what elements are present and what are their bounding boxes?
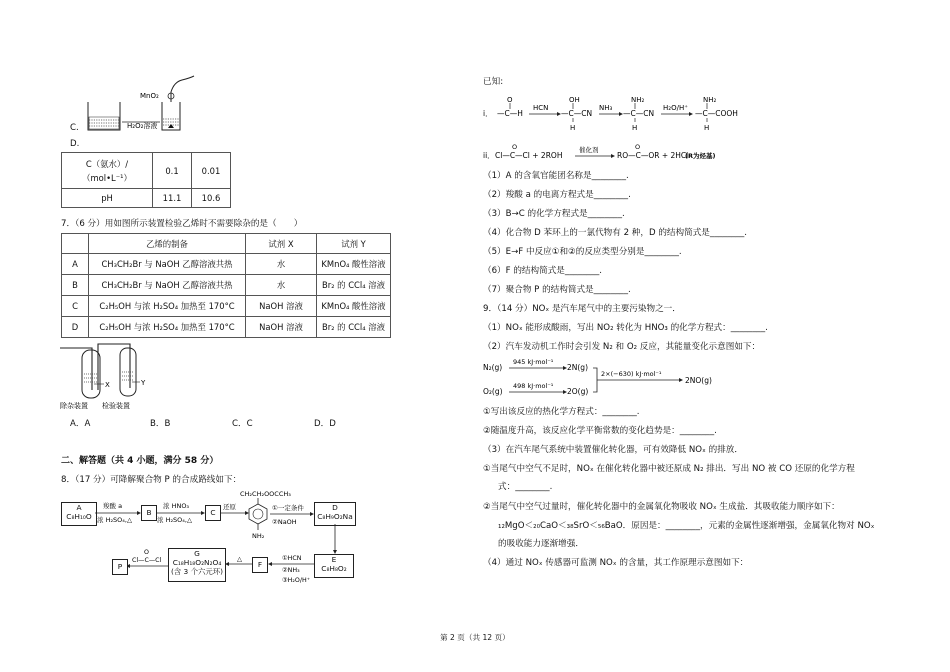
q9-2-2: ②随温度升高，该反应化学平衡常数的变化趋势是：________. (483, 426, 717, 436)
q6-option-d: D. (70, 139, 80, 149)
q9-part-2: （2）汽车发动机工作时会引发 N₂ 和 O₂ 反应，其能量变化示意图如下： (483, 342, 761, 352)
q7-option-c: C．C (232, 419, 253, 429)
q8-title: 8．（17 分）可降解聚合物 P 的合成路线如下： (61, 475, 242, 485)
svg-text:①HCN: ①HCN (282, 555, 302, 562)
known-reaction-ii (483, 140, 743, 164)
svg-text:OH: OH (569, 96, 580, 104)
svg-text:②NH₃: ②NH₃ (282, 567, 300, 574)
polymer-p-box: P (112, 559, 128, 575)
svg-text:浓 H₂SO₄,△: 浓 H₂SO₄,△ (157, 516, 192, 524)
q9-part-1: （1）NOₓ 能形成酸雨，写出 NO₂ 转化为 HNO₃ 的化学方程式：________. (483, 323, 768, 333)
svg-text:羧酸 a: 羧酸 a (103, 502, 123, 510)
table-cell: C₂H₅OH 与浓 H₂SO₄ 加热至 170°C (89, 317, 246, 338)
q8-sub-1: （1）A 的含氧官能团名称是________. (483, 171, 629, 181)
q9-3-2b: ₁₂MgO＜₂₀CaO＜₃₈SrO＜₅₆BaO．原因是：________，元素的金属性逐渐增强，金属氧化物对 NOₓ (498, 521, 875, 531)
test-caption: 检验装置 (102, 402, 130, 410)
q9-3-1b: 式：________. (498, 482, 553, 492)
table-cell: B (62, 275, 89, 296)
svg-text:O: O (507, 96, 513, 104)
header-cell: 试剂 X (246, 234, 317, 254)
beaker (88, 102, 120, 130)
q6-option-c: C. (70, 123, 79, 133)
section-title: 二、解答题（共 4 小题，满分 58 分） (61, 456, 219, 466)
svg-text:浓 HNO₃: 浓 HNO₃ (163, 502, 190, 510)
svg-text:Cl—C—Cl: Cl—C—Cl (132, 557, 162, 564)
header-cell: 试剂 Y (317, 234, 391, 254)
svg-text:H: H (632, 124, 638, 132)
q7-option-b: B．B (150, 419, 171, 429)
table-cell: 0.1 (153, 153, 192, 189)
svg-text:RO—C—OR + 2HCl: RO—C—OR + 2HCl (617, 151, 689, 160)
svg-text:2NO(g): 2NO(g) (685, 376, 712, 385)
svg-text:—C—COOH: —C—COOH (695, 109, 738, 118)
q7-apparatus (58, 340, 148, 410)
compound-d-box: D C₈H₉O₂Na (314, 502, 356, 526)
svg-text:H: H (570, 124, 576, 132)
q7-table (61, 233, 391, 338)
arrow-1 (95, 496, 141, 526)
q9-3-2c: 的吸收能力逐渐增强． (498, 539, 584, 549)
svg-text:—C—H: —C—H (497, 109, 523, 118)
table-cell: KMnO₄ 酸性溶液 (317, 254, 391, 275)
svg-text:498 kJ·mol⁻¹: 498 kJ·mol⁻¹ (513, 382, 554, 390)
table-cell: pH (62, 189, 153, 208)
svg-text:H: H (704, 124, 710, 132)
table-cell: C₂H₅OH 与浓 H₂SO₄ 加热至 170°C (89, 296, 246, 317)
q8-sub-7: （7）聚合物 P 的结构简式是________. (483, 285, 631, 295)
energy-diagram (483, 356, 743, 400)
arrow-7 (126, 548, 168, 574)
x-label: X (105, 381, 110, 389)
q9-title: 9．（14 分）NOₓ 是汽车尾气中的主要污染物之一． (483, 304, 681, 314)
compound-b-box: B (141, 505, 157, 521)
q8-sub-5: （5）E→F 中反应①和②的反应类型分别是________. (483, 247, 682, 257)
y-label: Y (141, 379, 146, 387)
svg-text:2×(−630) kJ·mol⁻¹: 2×(−630) kJ·mol⁻¹ (601, 370, 662, 378)
table-cell: C（氨水）/ （mol•L⁻¹） (62, 153, 153, 189)
q8-sub-2: （2）羧酸 a 的电离方程式是________. (483, 190, 631, 200)
known-label: 已知: (483, 77, 504, 87)
table-cell: Br₂ 的 CCl₄ 溶液 (317, 275, 391, 296)
table-cell: NaOH 溶液 (246, 296, 317, 317)
svg-text:O: O (512, 143, 518, 151)
table-cell: A (62, 254, 89, 275)
q9-part-3: （3）在汽车尾气系统中装置催化转化器，可有效降低 NOₓ 的排放． (483, 445, 743, 455)
svg-text:Cl—C—Cl + 2ROH: Cl—C—Cl + 2ROH (495, 151, 563, 160)
svg-text:N₂(g): N₂(g) (483, 363, 503, 372)
svg-text:i．: i． (483, 109, 493, 118)
arrow-2 (155, 496, 205, 526)
table-cell: C (62, 296, 89, 317)
q6-c-apparatus (70, 72, 210, 134)
svg-text:△: △ (237, 555, 242, 563)
svg-text:—C—CN: —C—CN (561, 109, 593, 118)
svg-text:NH₂: NH₂ (631, 96, 645, 104)
svg-text:H₂O/H⁺: H₂O/H⁺ (663, 104, 688, 112)
table-cell: NaOH 溶液 (246, 317, 317, 338)
svg-text:O: O (144, 549, 149, 556)
svg-text:O₂(g): O₂(g) (483, 387, 503, 396)
header-cell: 乙烯的制备 (89, 234, 246, 254)
table-cell: KMnO₄ 酸性溶液 (317, 296, 391, 317)
svg-text:2O(g): 2O(g) (567, 387, 589, 396)
q9-part-4: （4）通过 NOₓ 传感器可监测 NOₓ 的含量，其工作原理示意图如下： (483, 558, 749, 568)
svg-text:还原: 还原 (223, 503, 236, 511)
q9-3-2a: ②当尾气中空气过量时，催化转化器中的金属氧化物吸收 NOₓ 生成盐．其吸收能力顺序如下： (483, 502, 840, 512)
arrow-6 (225, 555, 252, 575)
svg-text:②NaOH: ②NaOH (272, 518, 297, 526)
benzene-ring (249, 504, 267, 524)
svg-text:2N(g): 2N(g) (567, 363, 588, 372)
arrow-d-e (325, 524, 345, 554)
arrow-5 (268, 550, 314, 584)
svg-text:—C—CN: —C—CN (623, 109, 655, 118)
compound-e-box: E C₈H₈O₂ (314, 554, 354, 578)
page-footer: 第 2 页（共 12 页） (440, 633, 510, 642)
table-cell: 0.01 (192, 153, 231, 189)
compound-f-box: F (252, 557, 268, 573)
known-reaction-i (483, 90, 783, 132)
table-cell: 水 (246, 254, 317, 275)
header-cell (62, 234, 89, 254)
svg-text:NH₂: NH₂ (703, 96, 717, 104)
q8-sub-3: （3）B→C 的化学方程式是________. (483, 209, 625, 219)
purify-caption: 除杂装置 (60, 402, 88, 410)
q8-sub-6: （6）F 的结构简式是________. (483, 266, 602, 276)
q9-2-1: ①写出该反应的热化学方程式：________. (483, 407, 640, 417)
q9-3-1a: ①当尾气中空气不足时，NOₓ 在催化转化器中被还原成 N₂ 排出．写出 NO 被 CO 还原的化学方程 (483, 464, 855, 474)
q7-title: 7．（6 分）用如图所示装置检验乙烯时不需要除杂的是（ ） (61, 219, 303, 229)
svg-text:(R为烃基): (R为烃基) (685, 152, 716, 160)
svg-text:①一定条件: ①一定条件 (272, 504, 304, 512)
arrow-4 (268, 500, 314, 530)
table-cell: 水 (246, 275, 317, 296)
reaction-beaker (162, 76, 194, 130)
q7-option-d: D．D (314, 419, 336, 429)
table-cell: Br₂ 的 CCl₄ 溶液 (317, 317, 391, 338)
svg-text:NH₂: NH₂ (252, 532, 265, 540)
svg-text:NH₃: NH₃ (599, 104, 613, 112)
mno2-label: MnO₂ (140, 92, 159, 100)
table-cell: 10.6 (192, 189, 231, 208)
svg-text:③H₂O/H⁺: ③H₂O/H⁺ (282, 577, 311, 584)
table-cell: D (62, 317, 89, 338)
svg-text:O: O (635, 143, 641, 151)
q7-option-a: A．A (70, 419, 91, 429)
compound-a-box: A C₈H₁₀O (61, 502, 97, 526)
svg-text:945 kJ·mol⁻¹: 945 kJ·mol⁻¹ (513, 358, 554, 366)
compound-g-box: G C₁₈H₁₈O₂N₂O₄ (含 3 个六元环) (168, 548, 226, 582)
table-cell: CH₃CH₂Br 与 NaOH 乙醇溶液共热 (89, 254, 246, 275)
svg-text:ii．: ii． (483, 151, 495, 160)
table-cell: CH₃CH₂Br 与 NaOH 乙醇溶液共热 (89, 275, 246, 296)
svg-text:CH₂CH₂OOCCH₃: CH₂CH₂OOCCH₃ (240, 490, 291, 498)
compound-c-box: C (205, 505, 221, 521)
table-cell: 11.1 (153, 189, 192, 208)
q6-d-table (61, 152, 231, 208)
svg-text:催化剂: 催化剂 (579, 146, 599, 154)
q8-sub-4: （4）化合物 D 苯环上的一氯代物有 2 种，D 的结构简式是________. (483, 228, 747, 238)
svg-text:浓 H₂SO₄,△: 浓 H₂SO₄,△ (97, 516, 132, 524)
svg-text:HCN: HCN (533, 104, 549, 112)
liquid-label: H₂O₂溶液 (127, 122, 158, 130)
